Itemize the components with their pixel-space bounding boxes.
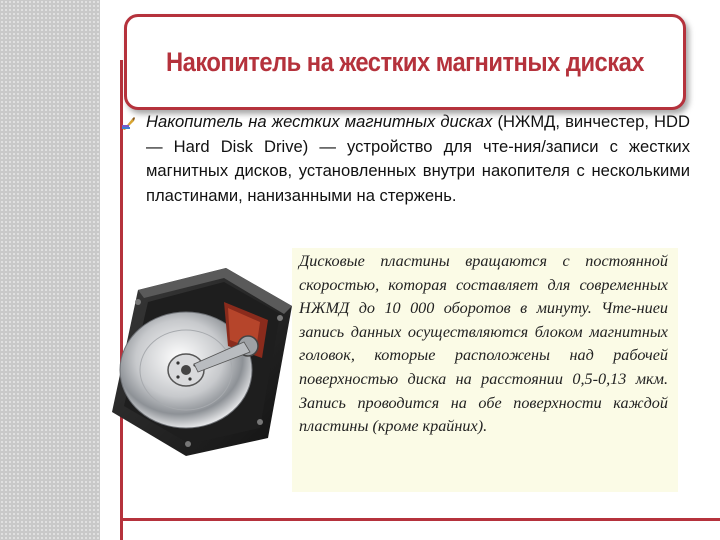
slide-title: Накопитель на жестких магнитных дисках — [166, 47, 644, 77]
quill-bullet-icon — [120, 116, 136, 132]
title-box — [124, 14, 686, 110]
bullet-text: (НЖМД, винчестер, HDD — Hard Disk Drive) — устройство для чте-ния/записи с жестких магнитных дисков, установленных внутри накопителя с несколькими пластинами, нанизанными на стержень. — [146, 112, 690, 205]
hard-disk-drive-image — [108, 262, 294, 458]
bullet-term: Накопитель на жестких магнитных дисках — [146, 112, 493, 131]
bullet-paragraph — [146, 110, 690, 208]
dotted-side-strip — [0, 0, 100, 540]
frame-line-horizontal — [120, 518, 720, 521]
note-text: Дисковые пластины вращаются с постоянной скоростью, которая составляет для современных НЖМД до 10 000 оборотов в минуту. Чте-ниеи запись данных осуществляются блоком магнитных головок, которые расположены над рабочей поверхностью диска на расстоянии 0,5-0,13 мкм. Запись проводится на обе поверхности каждой пластины (кроме крайних). — [299, 252, 668, 436]
note-box — [292, 248, 678, 492]
